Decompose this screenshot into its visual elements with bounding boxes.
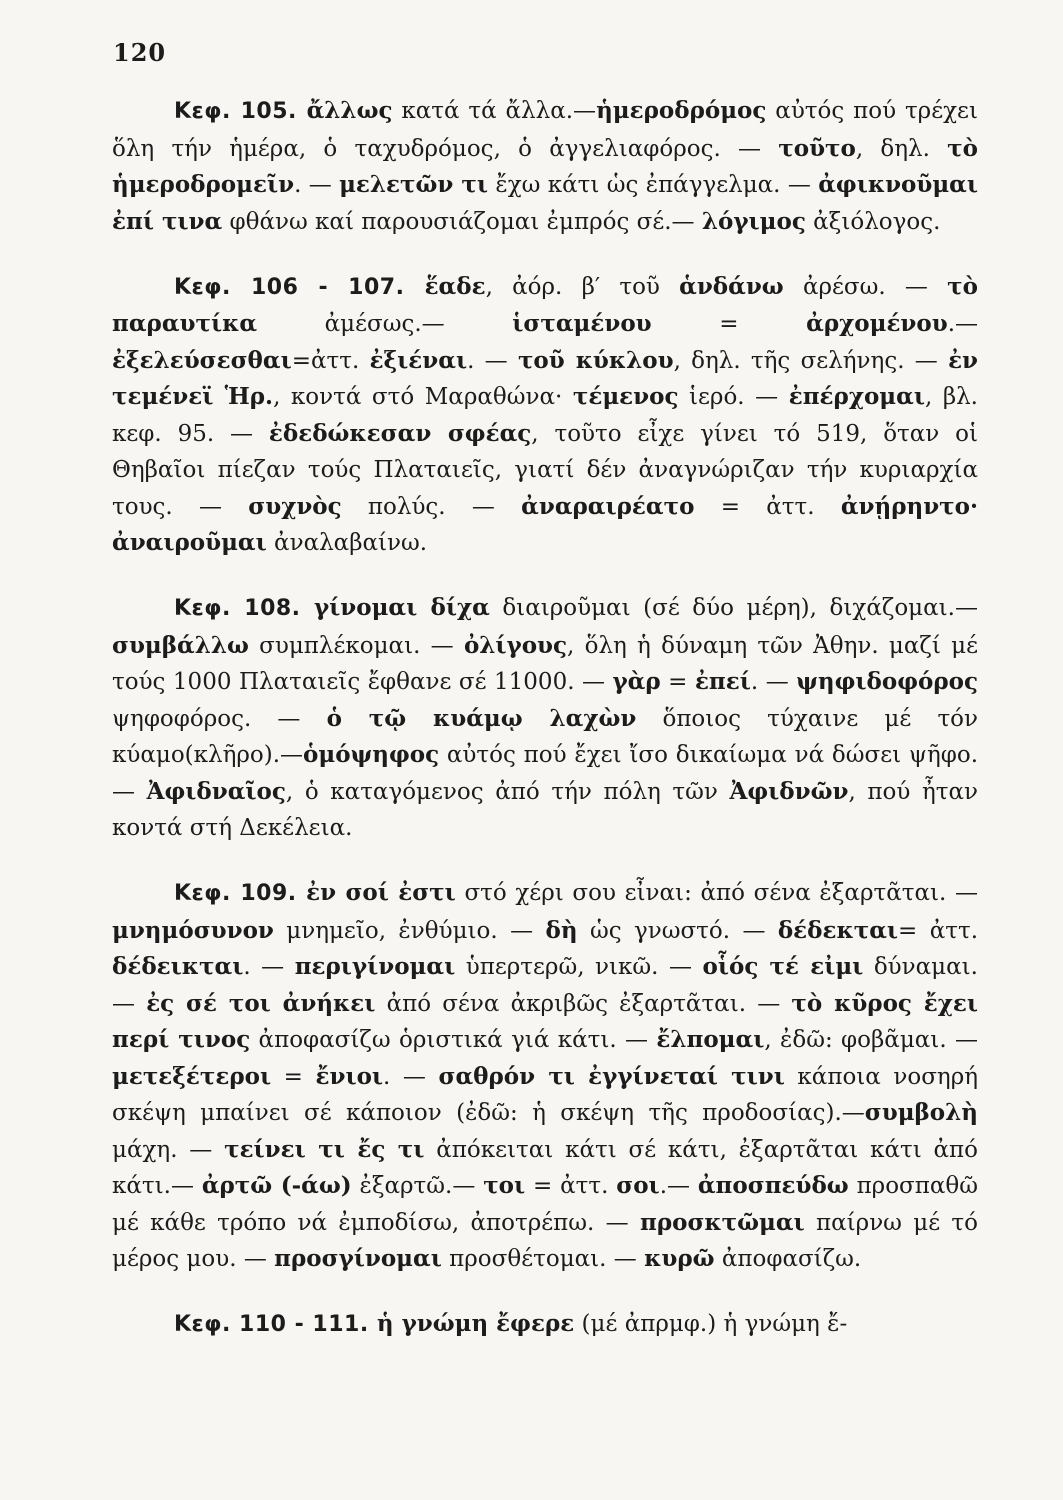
gloss: , βλ. κεφ. 95. — [112, 384, 978, 447]
lemma: οἷός τέ εἰμι [702, 953, 864, 980]
gloss: ὡς γνωστό. — [577, 917, 778, 944]
chapter-entry [112, 590, 978, 847]
gloss: ἀπόκειται κάτι σέ κάτι, ἐξαρτᾶται κάτι ἀπό κάτι.— [112, 1136, 979, 1199]
gloss: διαιροῦμαι (σέ δύο μέρη), διχάζομαι.— [489, 595, 978, 621]
lemma: ἀρχομένου [806, 310, 948, 337]
lemma: τείνει τι ἔς τι [224, 1135, 425, 1163]
page-number: 120 [113, 38, 167, 67]
chapter-heading: Κεφ. 105. [174, 99, 307, 124]
chapter-heading: Κεφ. 110 - 111. [174, 1312, 377, 1337]
gloss: .— [659, 1173, 698, 1199]
gloss: .— [947, 311, 978, 337]
gloss: = [651, 311, 807, 337]
gloss: παίρνω μέ τό μέρος μου. — [112, 1209, 978, 1272]
lemma: ἔνιοι [315, 1062, 384, 1090]
gloss: ἀμέσως.— [257, 311, 513, 337]
gloss: κατά τά ἄλλα.— [392, 98, 597, 124]
lemma: μνημόσυνον [112, 916, 274, 944]
lemma: κυρῶ [644, 1245, 715, 1272]
lemma: ἐξελεύσεσθαι [112, 346, 292, 374]
lemma: ἀνῄρηντο· ἀναιροῦμαι [112, 492, 978, 556]
chapter-entry [112, 875, 978, 1278]
lemma: ἐν σοί ἐστι [306, 879, 456, 906]
gloss: ἐξαρτῶ.— [351, 1173, 484, 1199]
lemma: Ἀφιδνῶν [729, 777, 849, 805]
lemma: ἀφικνοῦμαι ἐπί τινα [112, 171, 979, 235]
gloss: μάχη. — [112, 1136, 225, 1163]
lemma: τὸ ἡμεροδρομεῖν [112, 134, 978, 198]
gloss: , ὅλη ἡ δύναμη τῶν Ἀθην. μαζί μέ τούς 1000 Πλαταιεῖς ἔφθανε σέ 11000. — [112, 632, 978, 695]
lemma: σοι [616, 1172, 660, 1199]
lemma: γίνομαι δίχα [313, 594, 490, 621]
gloss: προσπαθῶ μέ κάθε τρόπο νά ἐμποδίσω, ἀποτρέπω. — [112, 1173, 978, 1236]
gloss: στό χέρι σου εἶναι: ἀπό σένα ἐξαρτᾶται. — [455, 880, 978, 906]
gloss: = [271, 1063, 316, 1090]
gloss: αὐτός πού ἔχει ἴσο δικαίωμα νά δώσει ψῆφο. — [112, 742, 978, 805]
gloss: κάποια νοσηρή σκέψη μπαίνει σέ κάποιον (ἐδῶ: ἡ σκέψη τῆς προδοσίας).— [112, 1063, 979, 1126]
gloss: ἀρέσω. — [783, 273, 948, 300]
lemma: μελετῶν τι [339, 171, 488, 198]
lemma: ἐξιέναι [369, 346, 468, 374]
chapter-entry [112, 269, 978, 562]
lemma: τοῦτο [778, 134, 856, 162]
gloss: μνημεῖο, ἐνθύμιο. — [273, 917, 546, 944]
lemma: μετεξέτεροι [112, 1062, 272, 1090]
lemma: περιγίνομαι [294, 953, 456, 980]
lemma: συχνὸς [248, 492, 342, 520]
gloss: ψηφοφόρος. — [112, 705, 327, 732]
lemma: ἔλπομαι [656, 1026, 765, 1053]
lemma: ὁμόψηφος [303, 741, 440, 768]
lemma: τοι [483, 1172, 526, 1199]
lemma: Ἀφιδναῖος [146, 777, 286, 805]
lemma: δέδεικται [112, 953, 244, 980]
gloss: αὐτός πού τρέχει ὅλη τήν ἡμέρα, ὁ ταχυδρόμος, ὁ ἀγγελιαφόρος. — [112, 98, 978, 162]
gloss: ἀπό σένα ἀκριβῶς ἐξαρτᾶται. — [375, 990, 792, 1017]
lemma: τέμενος [572, 383, 679, 410]
gloss: ὅποιος τύχαινε μέ τόν κύαμο(κλῆρο).— [112, 705, 978, 768]
lemma: ἐς σέ τοι ἀνήκει [146, 989, 376, 1017]
gloss: , δηλ. [855, 135, 948, 162]
chapter-heading: Κεφ. 109. [174, 881, 307, 906]
lemma: δέδεκται [777, 916, 899, 944]
gloss: ἀναλαβαίνω. [266, 530, 428, 556]
lemma: δὴ [545, 916, 578, 944]
gloss: , κοντά στό Μαραθώνα· [273, 384, 573, 410]
lemma: ἡμεροδρόμος [596, 97, 767, 124]
gloss: . — [294, 172, 340, 198]
lemma: ὀλίγους [463, 631, 568, 659]
lemma: ἐπέρχομαι [788, 383, 925, 410]
lemma: ἀρτῶ (-άω) [201, 1172, 352, 1199]
gloss: ἀξιόλογος. [805, 208, 941, 235]
gloss: συμπλέκομαι. — [248, 632, 464, 659]
gloss: . — [467, 347, 518, 374]
lemma: λόγιμος [701, 207, 806, 235]
lemma: ἡ γνώμη ἔφερε [376, 1310, 575, 1337]
lemma: ὁ τῷ κυάμῳ λαχὼν [326, 704, 637, 732]
gloss: =ἀττ. [291, 347, 370, 374]
gloss: δύναμαι. — [112, 954, 978, 1017]
gloss: ἱερό. — [678, 384, 789, 410]
lemma: ἐδεδώκεσαν σφέας [268, 419, 532, 447]
lemma: ἐπεί [694, 668, 751, 695]
gloss: . — [750, 669, 797, 695]
gloss: ὑπερτερῶ, νικῶ. — [455, 954, 703, 980]
lemma: ἁνδάνω [679, 272, 784, 300]
gloss: , πού ἦταν κοντά στή Δεκέλεια. [112, 778, 978, 841]
lemma: τοῦ κύκλου [517, 346, 674, 374]
gloss: = ἀττ. [694, 493, 841, 520]
gloss: , τοῦτο εἶχε γίνει τό 519, ὅταν οἱ Θηβαῖοι πίεζαν τούς Πλαταιεῖς, γιατί δέν ἀναγνώριζαν τήν κυριαρχία τους. — [112, 420, 979, 520]
chapter-entry [112, 1306, 978, 1344]
gloss: προσθέτομαι. — [441, 1246, 645, 1272]
gloss: = [660, 669, 695, 695]
gloss: (μέ ἀπρμφ.) ἡ γνώμη ἔ- [574, 1311, 848, 1337]
commentary-body [112, 93, 978, 1372]
gloss: ἔχω κάτι ὡς ἐπάγγελμα. — [488, 172, 819, 198]
lemma: ψηφιδοφόρος [796, 668, 978, 695]
gloss: . — [243, 954, 295, 980]
lemma: ἄλλως [306, 97, 393, 124]
gloss: = ἀττ. [525, 1173, 617, 1199]
lemma: τὸ κῦρος ἔχει περί τινος [112, 989, 979, 1053]
lemma: τὸ παραυτίκα [112, 272, 978, 337]
chapter-heading: Κεφ. 106 - 107. [174, 274, 425, 300]
chapter-entry [112, 93, 978, 240]
gloss: , ὁ καταγόμενος ἀπό τήν πόλη τῶν [285, 778, 730, 805]
gloss: , ἐδῶ: φοβᾶμαι. — [764, 1027, 978, 1053]
gloss: φθάνω καί παρουσιάζομαι ἐμπρός σέ.— [222, 208, 702, 235]
lemma: συμβολὴ [864, 1099, 978, 1126]
lemma: ἐν τεμένεϊ Ἡρ. [112, 346, 979, 410]
gloss: , ἀόρ. β′ τοῦ [485, 273, 680, 300]
lemma: ἀναραιρέατο [521, 492, 695, 520]
lemma: ἕαδε [424, 272, 486, 300]
lemma: γὰρ [612, 668, 661, 695]
gloss: ἀποφασίζω. [714, 1246, 862, 1272]
lemma: προσκτῶμαι [639, 1208, 805, 1236]
chapter-heading: Κεφ. 108. [174, 596, 314, 621]
gloss: . — [383, 1063, 439, 1090]
lemma: συμβάλλω [112, 631, 249, 659]
gloss: , δηλ. τῆς σελήνης. — [673, 347, 949, 374]
lemma: ἀποσπεύδω [697, 1172, 849, 1199]
gloss: πολύς. — [341, 493, 522, 520]
lemma: σαθρόν τι ἐγγίνεταί τινι [438, 1062, 785, 1090]
lemma: προσγίνομαι [274, 1245, 442, 1272]
gloss: ἀποφασίζω ὁριστικά γιά κάτι. — [250, 1027, 657, 1053]
gloss: = ἀττ. [898, 917, 979, 944]
lemma: ἱσταμένου [512, 310, 652, 337]
